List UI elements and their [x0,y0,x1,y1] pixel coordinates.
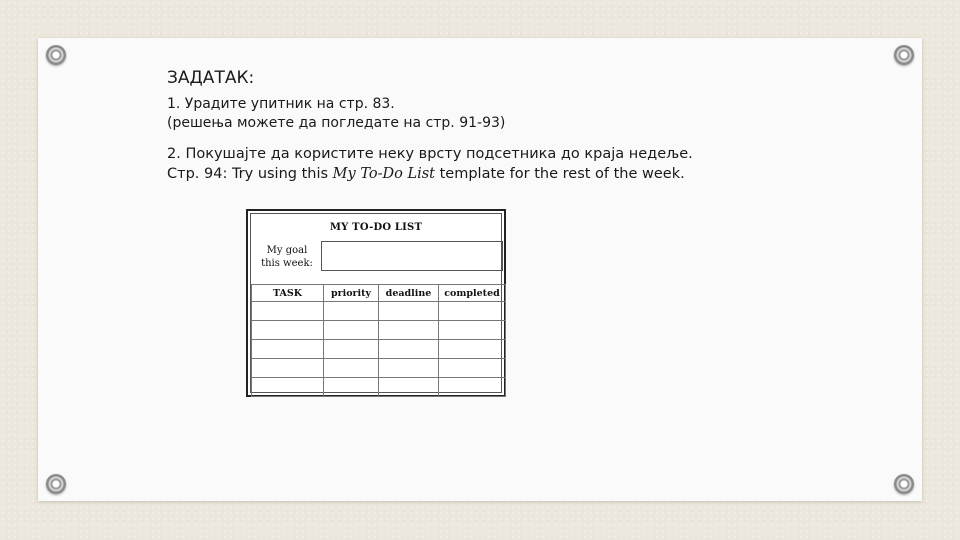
task-1-note: (решења можете да погледате на стр. 91-93) [167,115,506,131]
column-header-priority: priority [324,285,379,302]
todo-list-reference: My To-Do List [332,166,435,182]
table-row [252,302,506,321]
todo-list-template-image [246,209,506,397]
table-cell [252,340,324,359]
column-header-completed: completed [439,285,506,302]
goal-label: My goal this week: [261,245,313,269]
table-row [252,321,506,340]
table-cell [439,302,506,321]
task-table-header [252,285,506,302]
table-cell [324,340,379,359]
table-cell [379,340,439,359]
table-cell [324,321,379,340]
table-cell [324,378,379,397]
todo-list-frame [250,213,502,393]
table-cell [439,378,506,397]
table-cell [379,378,439,397]
task-2-text: 2. Покушајте да користите неку врсту подсетника до краја недеље. [167,146,693,162]
table-row [252,378,506,397]
table-cell [252,321,324,340]
table-cell [252,359,324,378]
table-cell [379,359,439,378]
table-cell [439,340,506,359]
table-row [252,359,506,378]
assignment-heading: ЗАДАТАК: [167,68,255,88]
table-cell [439,359,506,378]
pushpin-icon [46,474,66,494]
task-2-detail-suffix: template for the rest of the week. [435,166,685,182]
column-header-deadline: deadline [379,285,439,302]
task-2-detail [167,166,685,182]
task-2-detail-prefix: Стр. 94: Try using this [167,166,333,182]
table-cell [252,302,324,321]
table-cell [324,302,379,321]
pushpin-icon [894,474,914,494]
table-cell [379,321,439,340]
table-row [252,340,506,359]
column-header-task: TASK [252,285,324,302]
goal-box [321,241,503,271]
todo-list-title: MY TO-DO LIST [329,222,423,233]
table-cell [439,321,506,340]
table-cell [379,302,439,321]
task-table [251,284,506,397]
table-cell [252,378,324,397]
task-1-text: 1. Урадите упитник на стр. 83. [167,96,395,112]
pushpin-icon [894,45,914,65]
pushpin-icon [46,45,66,65]
table-cell [324,359,379,378]
